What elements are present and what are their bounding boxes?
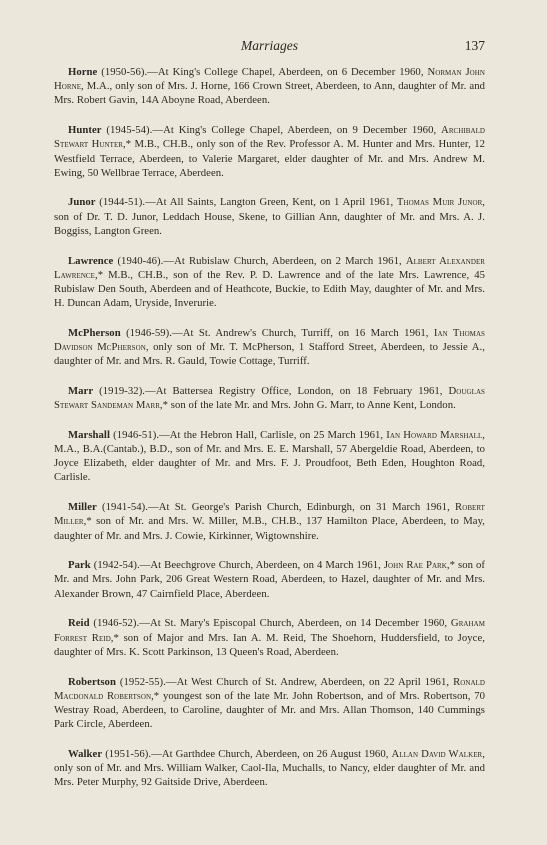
entry-years: (1950-56).—At King's College Chapel, Aberdeen, on 6 December 1960,	[97, 66, 428, 78]
entry-groom: Albert Alexander Lawrence,*	[54, 254, 485, 281]
entry-surname: Hunter	[68, 124, 102, 137]
entry-years: (1940-46).—At Rubislaw Church, Aberdeen, on 2 March 1961,	[113, 254, 406, 267]
marriage-entries	[54, 65, 485, 789]
marriage-entry	[54, 254, 485, 311]
entry-surname: Marr	[68, 384, 94, 397]
entry-details: son of Dr. T. D. Junor, Leddach House, Skene, to Gillian Ann, daughter of Mr. and Mrs. A. J. Boggiss, Langton Green.	[54, 210, 485, 237]
entry-details: only son of Mr. T. McPherson, 1 Stafford Street, Aberdeen, to Jessie A., daughter of Mr. and Mrs. R. Gauld, Towie Cottage, Turriff.	[54, 341, 485, 368]
entry-groom: Allan David Walker,	[391, 747, 485, 760]
running-title: Marriages	[241, 38, 298, 53]
entry-details: M.A., B.A.(Cantab.), B.D., son of Mr. and Mrs. E. E. Marshall, 57 Abergeldie Road, Aberdeen, to Joyce Elizabeth, elder daughter of Mr. and Mrs. F. J. Proudfoot, Beth Eden, Houghton Road, Carlisle.	[54, 443, 485, 484]
marriage-entry	[54, 195, 485, 238]
entry-groom: Ronald Macdonald Robertson,*	[54, 675, 485, 702]
entry-surname: Horne	[68, 66, 98, 78]
marriage-entry	[54, 558, 485, 601]
entry-years: (1941-54).—At St. George's Parish Church, Edinburgh, on 31 March 1961,	[96, 501, 456, 514]
entry-groom: Ian Thomas Davidson McPherson,	[54, 326, 485, 354]
marriage-entry	[54, 123, 485, 180]
entry-surname: Marshall	[68, 428, 110, 441]
entry-details: son of Mr. and Mrs. John Park, 206 Great Western Road, Aberdeen, to Hazel, daughter of Mr. and Mrs. Alexander Brown, 47 Cairnfield Place, Aberdeen.	[54, 559, 485, 600]
entry-groom: Ian Howard Marshall,	[386, 428, 485, 441]
entry-groom: Norman John Horne,	[54, 66, 485, 93]
entry-years: (1952-55).—At West Church of St. Andrew, Aberdeen, on 22 April 1961,	[115, 675, 454, 688]
marriage-entry	[54, 428, 485, 485]
entry-surname: Lawrence	[68, 254, 114, 267]
entry-years: (1942-54).—At Beechgrove Church, Aberdeen, on 4 March 1961,	[90, 559, 384, 572]
entry-surname: Walker	[68, 747, 103, 760]
entry-surname: Park	[68, 559, 91, 572]
entry-details: only son of Mr. and Mrs. William Walker, Caol-Ila, Muchalls, to Nancy, elder daughter of Mr. and Mrs. Peter Murphy, 92 Gaitside Drive, Aberdeen.	[54, 762, 485, 789]
entry-years: (1945-54).—At King's College Chapel, Aberdeen, on 9 December 1960,	[101, 124, 442, 137]
entry-details: son of Major and Mrs. Ian A. M. Reid, The Shoehorn, Huddersfield, to Joyce, daughter of Mrs. K. Scott Parkinson, 13 Queen's Road, Aberdeen.	[54, 631, 485, 658]
entry-groom: Thomas Muir Junor,	[396, 196, 486, 209]
entry-groom: Graham Forrest Reid,*	[54, 617, 485, 644]
entry-details: son of the late Mr. and Mrs. John G. Marr, to Anne Kent, London.	[168, 399, 456, 412]
entry-surname: Junor	[68, 196, 96, 209]
entry-details: M.A., only son of Mrs. J. Horne, 166 Crown Street, Aberdeen, to Ann, daughter of Mr. and Mrs. Robert Gavin, 14A Aboyne Road, Aberdeen.	[54, 80, 485, 107]
entry-surname: Reid	[68, 617, 90, 630]
entry-surname: McPherson	[68, 326, 121, 339]
page-header	[54, 38, 485, 60]
entry-details: son of Mr. and Mrs. W. Miller, M.B., CH.B., 137 Hamilton Place, Aberdeen, to May, daughter of Mr. and Mrs. J. Cowie, Kirkinner, Wigtownshire.	[54, 515, 485, 542]
page-number: 137	[464, 38, 485, 53]
entry-groom: John Rae Park,*	[383, 559, 455, 572]
marriage-entry	[54, 65, 485, 108]
marriage-entry	[54, 500, 485, 543]
entry-groom: Robert Miller,*	[54, 501, 485, 528]
marriage-entry	[54, 326, 485, 369]
marriage-entry	[54, 616, 485, 659]
marriage-entry	[54, 675, 485, 732]
entry-years: (1944-51).—At All Saints, Langton Green, Kent, on 1 April 1961,	[95, 196, 397, 209]
entry-details: M.B., CH.B., only son of the Rev. Professor A. M. Hunter and Mrs. Hunter, 12 Westfield Terrace, Aberdeen, to Valerie Margaret, elder daughter of Mr. and Mrs. Andrew M. Ewing, 50 Wellbrae Terrace, Aberdeen.	[54, 138, 485, 179]
entry-years: (1946-59).—At St. Andrew's Church, Turriff, on 16 March 1961,	[120, 326, 434, 339]
entry-details: youngest son of the late Mr. John Robertson, and of Mrs. Robertson, 70 Westray Road, Aberdeen, to Caroline, daughter of Mr. and Mrs. Allan Thomson, 140 Cummings Park Circle, Aberdeen.	[54, 689, 485, 731]
entry-details: M.B., CH.B., son of the Rev. P. D. Lawrence and of the late Mrs. Lawrence, 45 Rubislaw Den South, Aberdeen and of Heathcote, Buckie, to Edith May, daughter of Mr. and Mrs. H. Duncan Adam, Uryside, Inverurie.	[54, 268, 485, 310]
entry-years: (1946-51).—At the Hebron Hall, Carlisle, on 25 March 1961,	[109, 428, 387, 441]
entry-years: (1919-32).—At Battersea Registry Office, London, on 18 February 1961,	[93, 384, 449, 397]
entry-surname: Miller	[68, 501, 97, 514]
marriage-entry	[54, 747, 485, 790]
entry-groom: Douglas Stewart Sandeman Marr,*	[54, 384, 485, 412]
entry-groom: Archibald Stewart Hunter,*	[54, 124, 485, 151]
entry-surname: Robertson	[68, 675, 116, 688]
entry-years: (1946-52).—At St. Mary's Episcopal Church, Aberdeen, on 14 December 1960,	[89, 617, 451, 630]
entry-years: (1951-56).—At Garthdee Church, Aberdeen, on 26 August 1960,	[102, 747, 392, 760]
marriage-entry	[54, 384, 485, 412]
